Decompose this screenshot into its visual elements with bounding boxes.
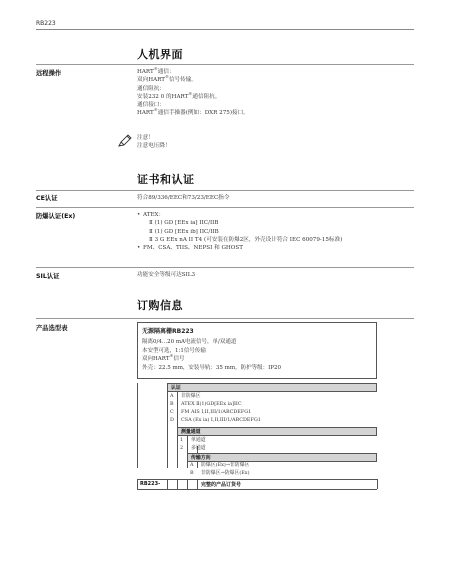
option-code: A	[190, 462, 194, 468]
remote-line: 通信接口：	[137, 102, 165, 109]
ex-text	[137, 211, 342, 252]
option-text: 多通道	[191, 445, 206, 451]
option-text: 非防爆区	[181, 393, 201, 399]
row-rule	[36, 267, 414, 268]
option-code: D	[170, 417, 174, 423]
atex-bullet: • ATEX：	[137, 211, 342, 219]
row-rule	[36, 318, 414, 319]
option-code: 2	[180, 445, 184, 451]
remote-line: HART®通信手操器(例如：DXR 275)接口。	[137, 107, 249, 117]
atex-item: Ⅱ (1) GD [EEx ia] IIC/IIB	[149, 220, 219, 227]
sil-text-line: 功能安全等级可达SIL3	[137, 272, 196, 278]
remote-operation-label: 远程操作	[36, 70, 62, 77]
group-header-direction: 传输方向	[187, 453, 377, 462]
remote-line: 双向HART®信号传输。	[137, 74, 197, 84]
row-rule	[36, 64, 414, 65]
section-title-cert: 证书和认证	[137, 173, 195, 186]
order-code-caption: 完整的产品订货号	[201, 482, 242, 488]
product-line: 本安型可选，1:1信号传输	[142, 347, 206, 354]
option-code: B	[170, 401, 174, 407]
ce-text	[137, 194, 229, 202]
row-rule	[36, 190, 414, 191]
remote-line: 通信阻抗：	[137, 85, 165, 92]
other-certs-bullet: • FM、CSA、TIIS、NEPSI 和 GHOST	[137, 244, 342, 252]
option-text: ATEX Ⅱ(1)GD[EEx ia]IIC	[181, 401, 242, 407]
pencil-note-icon	[118, 134, 132, 147]
note-title: 注意！	[137, 135, 154, 141]
option-code: C	[170, 409, 174, 415]
note-body: 注意电压降！	[137, 143, 171, 149]
product-line: 外壳：22.5 mm，安装导轨：35 mm，防护等级：IP20	[142, 364, 281, 371]
ce-text-line: 符合89/336/EEC和73/23/EEC指令	[137, 195, 230, 201]
section-title-hmi: 人机界面	[137, 48, 183, 61]
atex-item: Ⅱ 3 G EEx nA II T4 (可安装在防爆2区，外壳设计符合 IEC 60079-15标准)	[149, 236, 343, 243]
remote-line: HART®通信：	[137, 66, 175, 75]
header-rule	[36, 29, 414, 30]
section-title-order: 订购信息	[137, 299, 183, 312]
product-structure-label: 产品选型表	[36, 325, 68, 332]
sil-label: SIL认证	[36, 273, 60, 280]
atex-item: Ⅱ (1) GD [EEx ib] IIC/IIB	[149, 228, 219, 235]
document-code: RB223	[36, 20, 56, 27]
product-line: 双向HART®信号	[142, 353, 185, 363]
remote-line: 安装232 0 的HART®通信阻抗。	[137, 91, 221, 100]
ce-label: CE认证	[36, 195, 58, 202]
ex-label: 防爆认证(Ex)	[36, 213, 76, 220]
sil-text	[137, 271, 195, 279]
option-code: A	[170, 393, 174, 399]
option-text: FM AIS I,II,III/1/ABCDEFG1	[181, 409, 252, 415]
option-code: 1	[180, 437, 184, 443]
option-text: 防爆区(Ex)→非防爆区	[201, 462, 250, 468]
row-rule	[36, 207, 414, 208]
group-header-certification: 认证	[167, 383, 377, 392]
product-description-box	[137, 322, 377, 379]
remote-operation-text	[137, 68, 249, 118]
option-code: B	[190, 470, 194, 476]
option-text: 单通道	[191, 437, 206, 443]
product-name: 无源隔离栅RB223	[142, 328, 194, 335]
group-header-channels: 测量通道	[177, 427, 377, 436]
note-block	[118, 134, 171, 150]
product-line: 隔离0/4...20 mA电流信号，单/双通道	[142, 339, 237, 345]
option-text: 非防爆区→防爆区(Ex)	[201, 470, 250, 476]
order-code-prefix: RB223-	[140, 481, 161, 487]
option-text: CSA (Ex ia) I,II,III/1/ABCDEFG1	[181, 417, 261, 423]
